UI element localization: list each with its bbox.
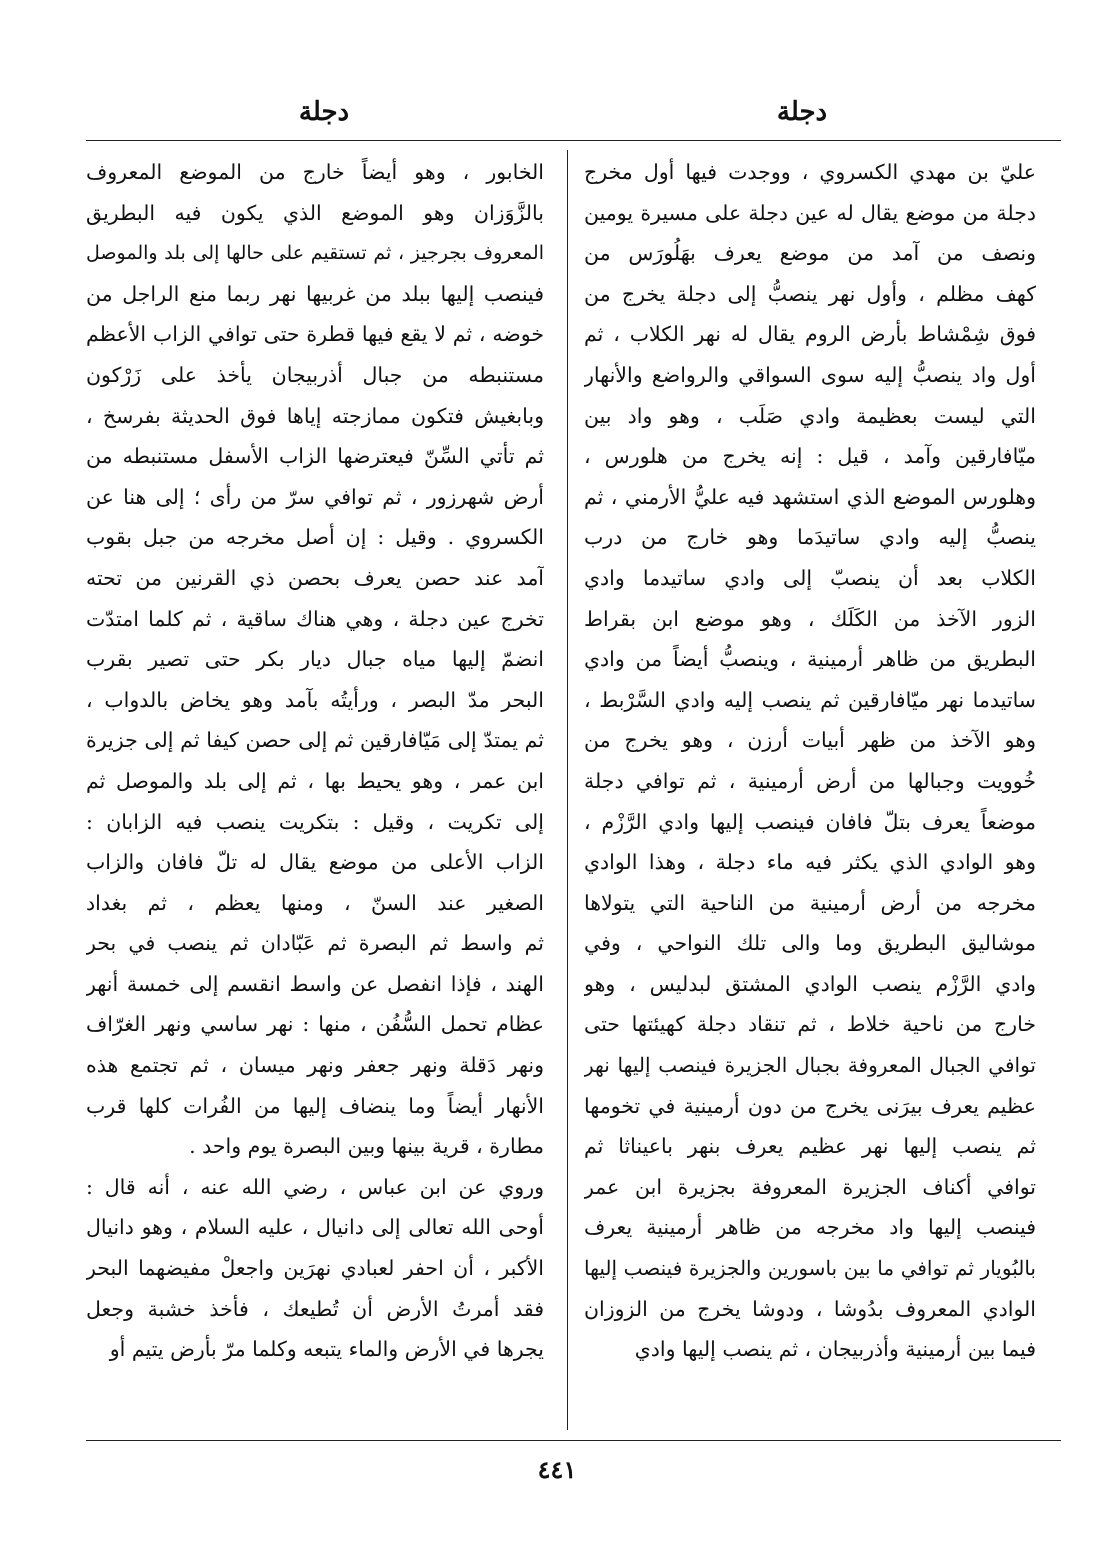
column-divider [567,150,568,1430]
text-line: ساتيدما نهر ميّافارقين ثم ينصب إليه وادي السَّرْبط ، [584,687,1036,712]
text-line: الكسروي . وقيل : إن أصل مخرجه من جبل بقوب [86,525,544,550]
text-line: الكلاب بعد أن ينصبّ إلى وادي ساتيدما وادي [584,565,1036,590]
text-line: التي ليست بعظيمة وادي صَلَب ، وهو واد بين [584,403,1036,428]
text-line: وبابغيش فتكون ممازجته إياها فوق الحديثة بفرسخ ، [86,403,544,428]
text-line: ابن عمر ، وهو يحيط بها ، ثم إلى بلد والموصل ثم [86,768,544,793]
text-line: فينصب إليها ببلد من غربيها نهر ربما منع الراجل من [86,281,544,306]
text-line: ثم يمتدّ إلى مَيّافارقين ثم إلى حصن كيفا ثم إلى جزيرة [86,728,544,753]
text-line: المعروف بجرجيز ، ثم تستقيم على حالها إلى بلد والموصل [86,242,544,265]
text-line: كهف مظلم ، وأول نهر ينصبُّ إلى دجلة يخرج من [584,281,1036,306]
text-line: وهو الوادي الذي يكثر فيه ماء دجلة ، وهذا الوادي [584,850,1036,875]
text-line: توافي الجبال المعروفة بجبال الجزيرة فينصب إليها نهر [584,1053,1036,1078]
text-line: خارج من ناحية خلاط ، ثم تنقاد دجلة كهيئتها حتى [584,1012,1036,1037]
text-line: دجلة من موضع يقال له عين دجلة على مسيرة يومين [584,200,1036,225]
text-line: وهلورس الموضع الذي استشهد فيه عليُّ الأرمني ، ثم [584,484,1036,509]
text-line: الهند ، فإذا انفصل عن واسط انقسم إلى خمسة أنهر [86,971,544,996]
text-line: يجرها في الأرض والماء يتبعه وكلما مرّ بأرض يتيم أو [109,1337,544,1362]
text-line: الوادي المعروف بدُوشا ، ودوشا يخرج من الزوزان [584,1296,1036,1321]
text-line: فوق شِمْشاط بأرض الروم يقال له نهر الكلاب ، ثم [584,322,1036,347]
text-line: أرض شهرزور ، ثم توافي سرّ من رأى ؛ إلى هنا عن [86,484,544,509]
text-line: بالبُويار ثم توافي ما بين باسورين والجزيرة فينصب إليها [584,1256,1036,1281]
text-line: الأكبر ، أن احفر لعبادي نهرَين واجعلْ مفيضهما البحر [86,1256,544,1281]
text-line: مطارة ، قرية بينها وبين البصرة يوم واحد . [189,1134,544,1159]
text-line: ثم تأتي السِّنّ فيعترضها الزاب الأسفل مستنبطه من [86,444,544,469]
text-line: توافي أكناف الجزيرة المعروفة بجزيرة ابن عمر [584,1174,1036,1199]
text-line: مخرجه من أرض أرمينية من الناحية التي يتولاها [584,890,1036,915]
right-column-header: دجلة [776,97,828,127]
text-line: وادي الرَّزْم ينصب الوادي المشتق لبدليس ، وهو [584,971,1036,996]
left-text-column [86,152,544,1432]
text-line: ثم واسط ثم البصرة ثم عَبّادان ثم ينصب في بحر [86,931,544,956]
text-line: عليّ بن مهدي الكسروي ، ووجدت فيها أول مخرج [584,160,1036,184]
text-line: وروي عن ابن عباس ، رضي الله عنه ، أنه قال : [86,1174,544,1199]
text-line: وهو الآخذ من ظهر أبيات أرزن ، وهو يخرج من [584,728,1036,753]
text-line: البحر مدّ البصر ، ورأيتُه بآمد وهو يخاض بالدواب ، [86,687,544,712]
left-column-header: دجلة [298,97,350,127]
text-line: ونهر دَقلة ونهر جعفر ونهر ميسان ، ثم تجتمع هذه [86,1053,544,1078]
text-line: بالزَّوَزان وهو الموضع الذي يكون فيه البطريق [86,200,544,225]
text-line: الزاب الأعلى من موضع يقال له تلّ فافان والزاب [86,850,544,875]
text-line: عظام تحمل السُّفُن ، منها : نهر ساسي ونهر الغرّاف [86,1012,544,1037]
text-line: ونصف من آمد من موضع يعرف بهَلُورَس من [584,241,1036,266]
text-line: آمد عند حصن يعرف بحصن ذي القرنين من تحته [86,565,544,590]
text-line: الزور الآخذ من الكَلَك ، وهو موضع ابن بقراط [584,606,1036,631]
text-line: ينصبُّ إليه وادي ساتيدَما وهو خارج من درب [584,525,1036,550]
text-line: انضمّ إليها مياه جبال ديار بكر حتى تصير بقرب [86,647,544,672]
right-text-column [584,152,1036,1432]
text-line: فقد أمرتُ الأرض أن تُطيعك ، فأخذ خشبة وجعل [86,1296,544,1321]
text-line: فينصب إليها واد مخرجه من ظاهر أرمينية يعرف [584,1215,1036,1240]
text-line: مستنبطه من جبال أذربيجان يأخذ على زَرْكون [86,362,544,387]
text-line: تخرج عين دجلة ، وهي هناك ساقية ، ثم كلما امتدّت [86,606,544,631]
text-line: موضعاً يعرف بتلّ فافان فينصب إليها وادي الرَّزْم ، [584,809,1036,834]
text-line: أول واد ينصبُّ إليه سوى السواقي والرواضع والأنهار [584,362,1036,387]
text-line: الخابور ، وهو أيضاً خارج من الموضع المعروف [86,160,544,184]
text-line: خُوويت وجبالها من أرض أرمينية ، ثم توافي دجلة [584,768,1036,793]
text-line: إلى تكريت ، وقيل : بتكريت ينصب فيه الزابان : [86,809,544,834]
text-line: موشاليق البطريق وما والى تلك النواحي ، وفي [584,931,1036,956]
text-line: الصغير عند السنّ ، ومنها يعظم ، ثم بغداد [86,890,544,915]
page-number: ٤٤١ [537,1455,577,1484]
text-line: البطريق من ظاهر أرمينية ، وينصبُّ أيضاً من وادي [584,647,1036,672]
bottom-rule [86,1440,1061,1441]
text-line: أوحى الله تعالى إلى دانيال ، عليه السلام ، وهو دانيال [86,1215,544,1240]
top-rule [86,140,1061,141]
text-line: ميّافارقين وآمد ، قيل : إنه يخرج من هلورس ، [584,444,1036,469]
text-line: الأنهار أيضاً وما ينضاف إليها من الفُرات كلها قرب [86,1093,544,1118]
text-line: خوضه ، ثم لا يقع فيها قطرة حتى توافي الزاب الأعظم [86,322,544,347]
text-line: عظيم يعرف بيرَنى يخرج من دون أرمينية في تخومها [584,1093,1036,1118]
text-line: ثم ينصب إليها نهر عظيم يعرف بنهر باعيناثا ثم [584,1134,1036,1159]
text-line: فيما بين أرمينية وأذربيجان ، ثم ينصب إليها وادي [634,1337,1036,1362]
